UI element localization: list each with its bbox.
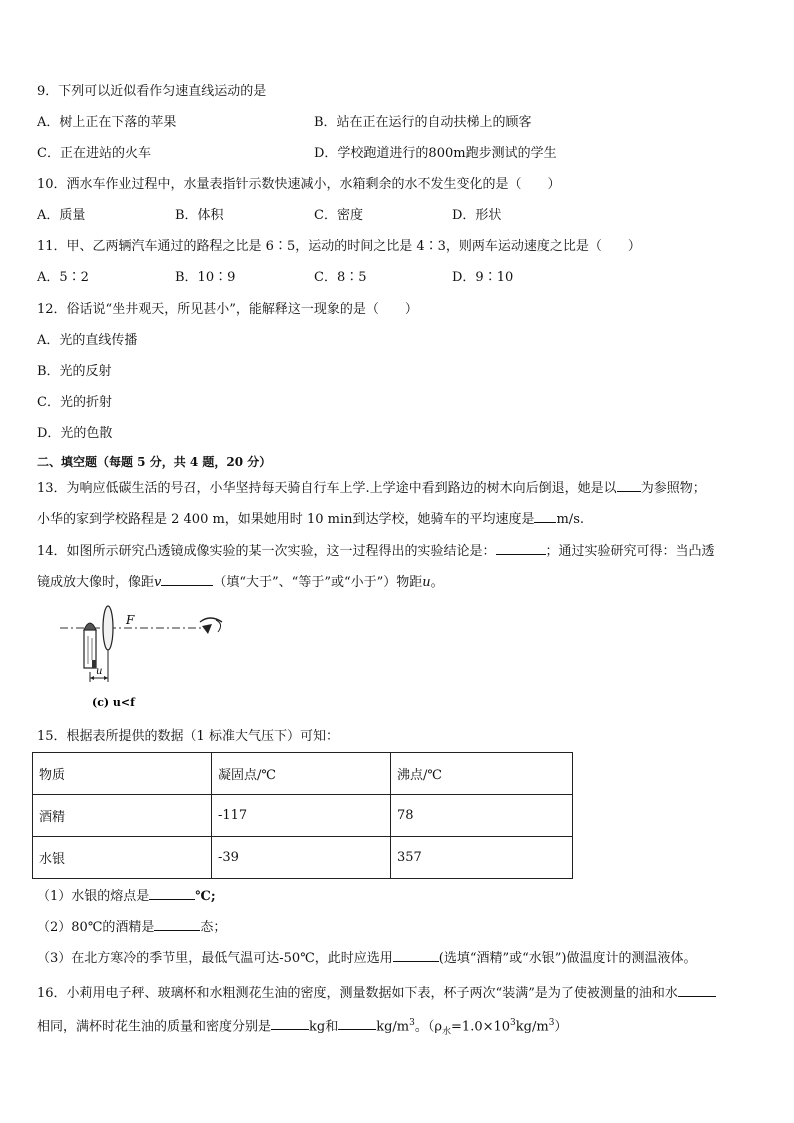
table-header-cell: 凝固点/℃ [212, 753, 391, 795]
q13-line2-end: m/s. [556, 512, 584, 527]
q13-blank-1[interactable] [617, 478, 641, 492]
q15-sub1-end: ℃; [195, 889, 216, 904]
q15-sub3-text: （3）在北方寒冷的季节里，最低气温可达-50℃，此时应选用 [37, 951, 393, 966]
q14-line1-text: 14．如图所示研究凸透镜成像实验的某一次实验，这一过程得出的实验结论是： [37, 544, 496, 559]
section-title: 二、填空题（每题 5 分，共 4 题，20 分） [37, 455, 272, 469]
q9-option-a: A．树上正在下落的苹果 [37, 115, 177, 130]
q12-option-d: D．光的色散 [37, 426, 113, 441]
q16-line1-text: 16．小莉用电子秤、玻璃杯和水粗测花生油的密度，测量数据如下表，杯子两次“装满”是为了使被测量的油和水 [37, 986, 678, 1001]
q14-blank-1[interactable] [496, 541, 546, 555]
q16-exponent: 3 [409, 1018, 415, 1028]
q14-line1-end: ；通过实验研究可得：当凸透 [545, 544, 715, 559]
q16-line1 [37, 983, 716, 1003]
q10-option-a: A．质量 [37, 208, 86, 223]
q11-option-b: B．10∶9 [175, 270, 236, 285]
lens-experiment-figure [60, 602, 240, 712]
q16-blank-3[interactable] [338, 1016, 376, 1030]
q16-line2 [37, 1014, 567, 1041]
q13-blank-2[interactable] [534, 509, 556, 523]
q15-sub1 [37, 886, 216, 906]
table-cell: -117 [212, 795, 391, 837]
q12-option-a: A．光的直线传播 [37, 333, 138, 348]
q10-stem: 10．洒水车作业过程中，水量表指针示数快速减小，水箱剩余的水不发生变化的是（ ） [37, 177, 561, 192]
focal-point-label: F [126, 613, 135, 627]
q12-stem: 12．俗话说“坐井观天，所见甚小”，能解释这一现象的是（ ） [37, 302, 418, 317]
melting-boiling-table [32, 752, 573, 879]
convex-lens-icon [103, 606, 113, 650]
q11-stem: 11．甲、乙两辆汽车通过的路程之比是 6∶5，运动的时间之比是 4∶3，则两车运动速度之比是（ ） [37, 239, 641, 254]
q13-line1 [37, 478, 706, 498]
q9-option-d: D．学校跑道进行的800m跑步测试的学生 [314, 146, 557, 161]
table-cell: 357 [391, 837, 573, 879]
figure-caption: (c) u<f [92, 696, 135, 709]
q10-option-b: B．体积 [175, 208, 224, 223]
q14-symbol-v: v [154, 575, 162, 590]
q9-option-b: B．站在正在运行的自动扶梯上的顾客 [314, 115, 532, 130]
table-row [33, 837, 573, 879]
table-cell: 酒精 [33, 795, 212, 837]
q16-blank-1[interactable] [678, 983, 716, 997]
q13-line1-end: 为参照物； [640, 481, 706, 496]
table-header-cell: 物质 [33, 753, 212, 795]
table-header-row [33, 753, 573, 795]
q12-option-b: B．光的反射 [37, 364, 112, 379]
q16-unit-density: kg/m [376, 1019, 410, 1035]
q10-option-d: D．形状 [452, 208, 502, 223]
q16-exponent-2: 3 [510, 1018, 516, 1028]
q14-line2-text: 镜成放大像时，像距 [37, 575, 155, 590]
q16-rho: 。（ρ [414, 1019, 443, 1035]
q13-line1-text: 13．为响应低碳生活的号召，小华坚持每天骑自行车上学.上学途中看到路边的树木向后倒退，她是以 [37, 481, 617, 496]
q12-option-c: C．光的折射 [37, 395, 112, 410]
table-header-cell: 沸点/℃ [391, 753, 573, 795]
q16-water-density: =1.0×10 [451, 1019, 511, 1035]
q15-stem: 15．根据表所提供的数据（1 标准大气压下）可知： [37, 729, 339, 744]
q11-option-d: D．9∶10 [452, 270, 514, 285]
candle-icon [84, 623, 96, 668]
q10-option-c: C．密度 [314, 208, 363, 223]
q16-close: ） [554, 1019, 568, 1035]
q15-sub2-end: 态； [200, 920, 227, 935]
table-row [33, 795, 573, 837]
q14-symbol-u: u [422, 575, 431, 590]
q16-line2-text: 相同，满杯时花生油的质量和密度分别是 [37, 1019, 272, 1035]
table-cell: 78 [391, 795, 573, 837]
object-distance-label: u [96, 666, 103, 677]
q15-blank-3[interactable] [393, 948, 439, 962]
q16-exponent-3: 3 [548, 1018, 555, 1028]
q9-option-c: C．正在进站的火车 [37, 146, 151, 161]
table-cell: 水银 [33, 837, 212, 879]
q16-unit-kg: kg和 [309, 1019, 339, 1035]
q11-option-c: C．8∶5 [314, 270, 367, 285]
q14-line2 [37, 572, 444, 592]
q15-blank-2[interactable] [154, 917, 200, 931]
q15-sub1-text: （1）水银的熔点是 [37, 889, 150, 904]
q15-sub2-text: （2）80℃的酒精是 [37, 920, 155, 935]
q13-line2-text: 小华的家到学校路程是 2 400 m，如果她用时 10 min到达学校，她骑车的平均速度是 [37, 512, 535, 527]
table-cell: -39 [212, 837, 391, 879]
q15-sub3-end: (选填“酒精”或“水银”)做温度计的测温液体。 [438, 951, 697, 966]
q11-option-a: A．5∶2 [37, 270, 89, 285]
q14-line2-end: 。 [430, 575, 444, 590]
eye-icon [200, 618, 222, 634]
q9-stem: 9．下列可以近似看作匀速直线运动的是 [37, 84, 267, 99]
q15-sub2 [37, 917, 226, 937]
q16-water-unit: kg/m [515, 1019, 549, 1035]
q13-line2 [37, 509, 584, 529]
q14-blank-2[interactable] [161, 572, 213, 586]
q15-blank-1[interactable] [149, 886, 195, 900]
q16-rho-subscript: 水 [442, 1026, 452, 1037]
q14-line2-mid: （填“大于”、“等于”或“小于”）物距 [213, 575, 423, 590]
q15-sub3 [37, 948, 696, 968]
q16-blank-2[interactable] [271, 1016, 309, 1030]
q14-line1 [37, 541, 715, 561]
